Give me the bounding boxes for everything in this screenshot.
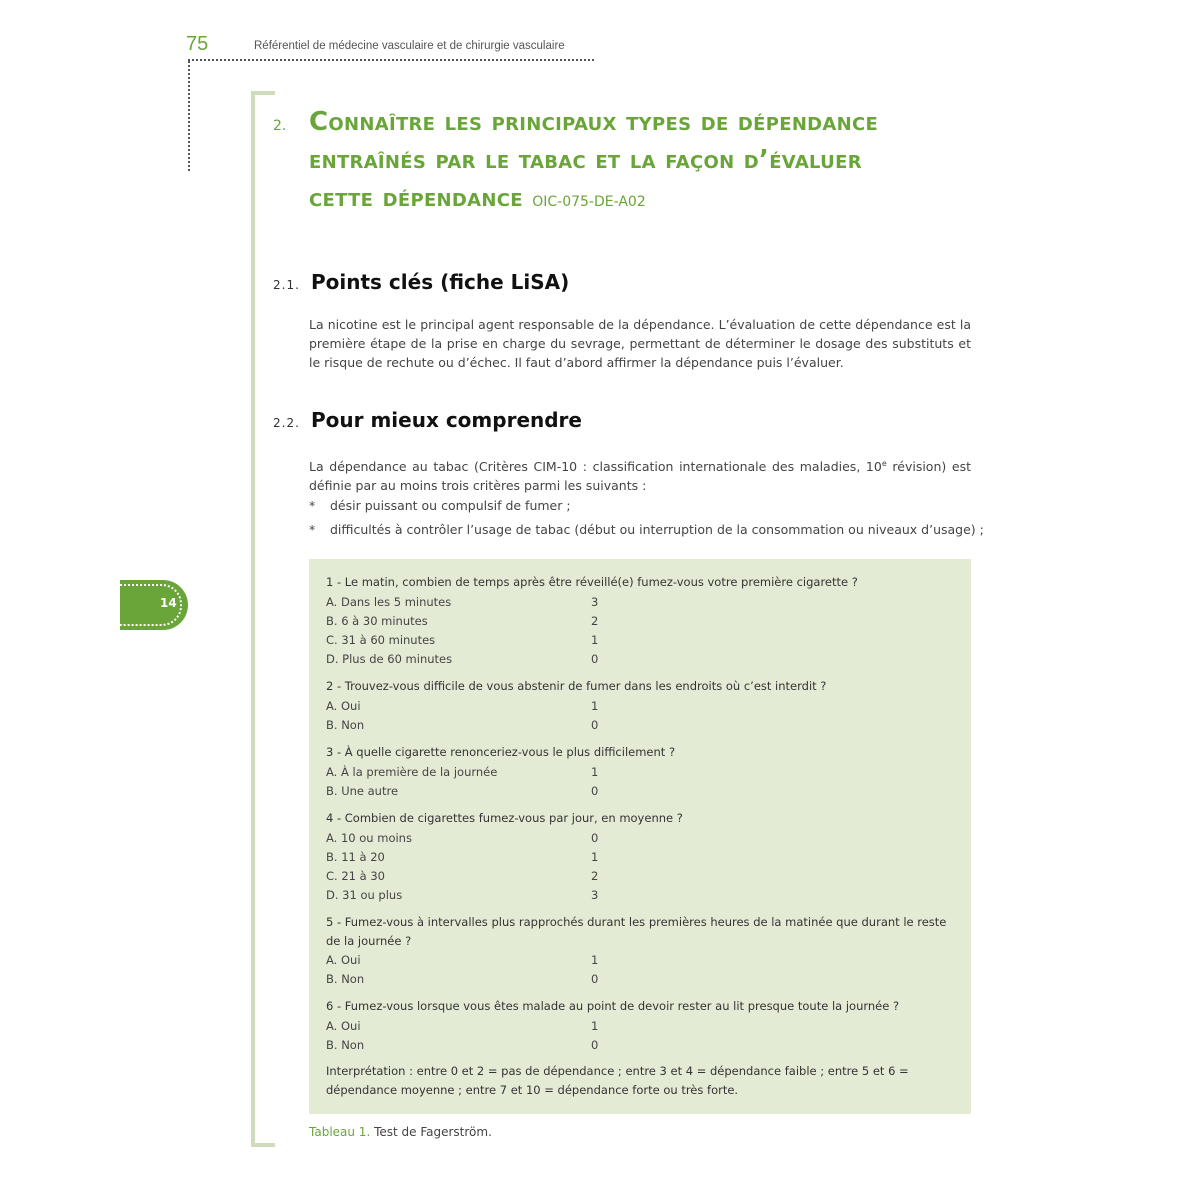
option-score: 1 [591,1019,599,1033]
caption-label: Tableau 1. [309,1125,371,1139]
caption-text: Test de Fagerström. [370,1125,492,1139]
section-2-2-heading [273,408,582,432]
running-title: Référentiel de médecine vasculaire et de chirurgie vasculaire [254,40,565,52]
interpretation: Interprétation : entre 0 et 2 = pas de dépendance ; entre 3 et 4 = dépendance faible ; entre 5 et 6 = dépendance moyenne ; entre 7 et 10 = dépendance forte ou très forte. [326,1064,909,1097]
bullet-item [309,498,571,513]
option-label: B. 6 à 30 minutes [326,614,428,628]
chapter-title-line-3 [309,179,989,221]
question-2: 2 - Trouvez-vous difficile de vous abstenir de fumer dans les endroits où c’est interdit ? [326,679,827,693]
bullet-marker: * [309,498,316,513]
option-label: A. 10 ou moins [326,831,412,845]
chapter-number: 2. [273,118,287,134]
question-4: 4 - Combien de cigarettes fumez-vous par jour, en moyenne ? [326,811,683,825]
table-caption [309,1125,492,1139]
option-score: 1 [591,953,599,967]
header-dotted-rule [188,59,594,61]
option-label: C. 31 à 60 minutes [326,633,436,647]
option-score: 0 [591,972,599,986]
bullet-text: désir puissant ou compulsif de fumer ; [330,498,571,513]
option-score: 1 [591,850,599,864]
section-2-2-paragraph [309,454,971,495]
option-label: A. Oui [326,953,361,967]
option-label: A. À la première de la journée [326,765,498,779]
margin-dotted-rule [188,61,190,171]
bullet-item [309,522,984,537]
option-label: D. 31 ou plus [326,888,403,902]
section-2-1-heading [273,270,569,294]
option-label: C. 21 à 30 [326,869,385,883]
chapter-title-line-1: Connaître les principaux types de dépendance [309,107,879,137]
chapter-title [309,103,989,221]
option-label: B. Non [326,972,365,986]
option-label: A. Dans les 5 minutes [326,595,452,609]
option-score: 3 [591,595,599,609]
superscript: e [881,459,887,468]
option-score: 1 [591,699,599,713]
bullet-text: difficultés à contrôler l’usage de tabac (début ou interruption de la consommation ou niveaux d’usage) ; [330,522,984,537]
option-score: 0 [591,1038,599,1052]
option-score: 3 [591,888,599,902]
question-1: 1 - Le matin, combien de temps après être réveillé(e) fumez-vous votre première cigarette ? [326,575,858,589]
question-3: 3 - À quelle cigarette renonceriez-vous le plus difficilement ? [326,745,676,759]
page-number: 75 [186,33,209,55]
question-6: 6 - Fumez-vous lorsque vous êtes malade au point de devoir rester au lit presque toute la journée ? [326,999,900,1013]
chapter-tab-badge [120,580,188,630]
section-title: Points clés (fiche LiSA) [311,270,570,294]
option-score: 2 [591,614,599,628]
bullet-marker: * [309,522,316,537]
chapter-code: OIC-075-DE-A02 [532,194,646,210]
badge-number: 14 [160,596,177,610]
section-title: Pour mieux comprendre [311,408,582,432]
option-label: B. 11 à 20 [326,850,385,864]
option-score: 0 [591,831,599,845]
option-score: 2 [591,869,599,883]
option-score: 1 [591,633,599,647]
option-label: D. Plus de 60 minutes [326,652,453,666]
question-5: 5 - Fumez-vous à intervalles plus rapprochés durant les premières heures de la matinée que durant le reste de la journée ? [326,915,947,948]
option-score: 0 [591,718,599,732]
option-label: B. Non [326,718,365,732]
option-score: 0 [591,784,599,798]
paragraph-text-after: révision) est définie par au moins trois critères parmi les suivants : [309,459,971,494]
section-number: 2.2. [273,416,300,430]
section-number: 2.1. [273,278,300,292]
paragraph-text-before: La dépendance au tabac (Critères CIM-10 : classification internationale des maladies, 10 [309,459,882,475]
section-2-1-paragraph: La nicotine est le principal agent responsable de la dépendance. L’évaluation de cette dépendance est la première étape de la prise en charge du sevrage, permettant de déterminer le dosage des substituts et le risque de rechute ou d’échec. Il faut d’abord affirmer la dépendance puis l’évaluer. [309,317,971,370]
option-label: A. Oui [326,1019,361,1033]
option-score: 0 [591,652,599,666]
fagerstrom-table [309,559,971,1114]
chapter-bracket [251,91,275,1147]
option-score: 1 [591,765,599,779]
chapter-title-line-3-text: cette dépendance [309,183,523,213]
option-label: B. Non [326,1038,365,1052]
option-label: A. Oui [326,699,361,713]
chapter-title-line-2: entraînés par le tabac et la façon d’évaluer [309,145,862,175]
option-label: B. Une autre [326,784,399,798]
